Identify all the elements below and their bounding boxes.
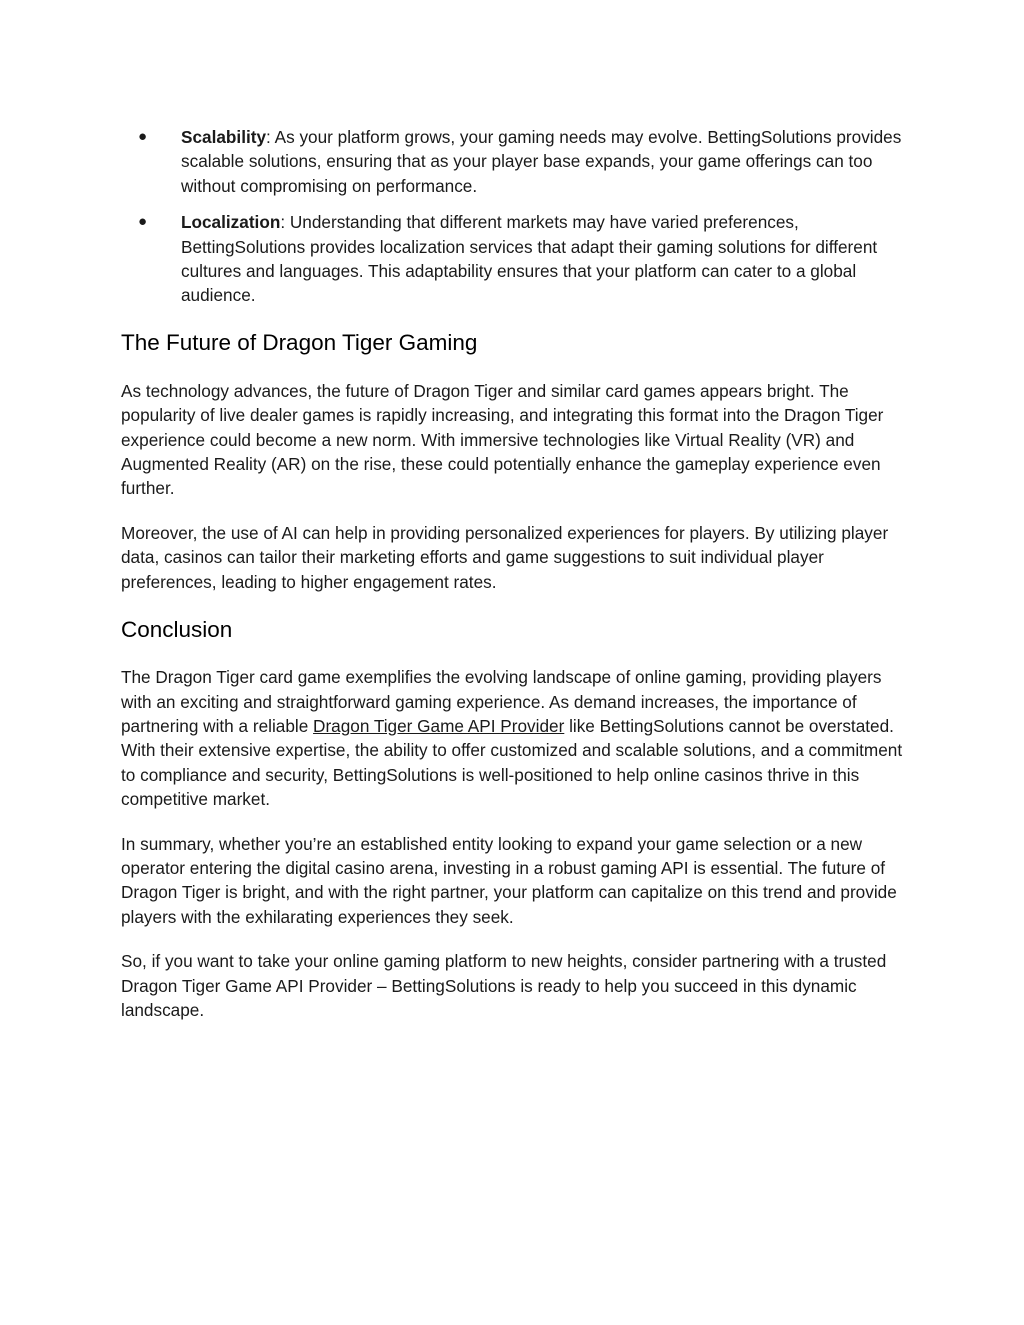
- section-heading-future: The Future of Dragon Tiger Gaming: [121, 329, 478, 355]
- bullet-term: Localization: [181, 212, 281, 233]
- paragraph-future-1: As technology advances, the future of Dragon Tiger and similar card games appears bright. The popularity of live dealer games is rapidly increasing, and integrating this format into the Dragon Tiger experience could become a new norm. With immersive technologies like Virtual Reality (VR) and Augmented Reality (AR) on the rise, these could potentially enhance the gameplay experience even further.: [121, 380, 884, 499]
- bullet-text: : As your platform grows, your gaming needs may evolve. BettingSolutions provides scalable solutions, ensuring that as your player base expands, your game offerings can too without compromising on performance.: [181, 127, 902, 196]
- bullet-text: : Understanding that different markets may have varied preferences, BettingSolutions provides localization services that adapt their gaming solutions for different cultures and languages. This adaptability ensures that your platform can cater to a global audience.: [181, 212, 878, 306]
- document-page: [121, 125, 906, 1042]
- dragon-tiger-api-provider-link[interactable]: Dragon Tiger Game API Provider: [313, 715, 565, 736]
- paragraph-conclusion-3: So, if you want to take your online gaming platform to new heights, consider partnering with a trusted Dragon Tiger Game API Provider – BettingSolutions is ready to help you succeed in this dynamic landscape.: [121, 951, 887, 1020]
- bullet-term: Scalability: [181, 127, 267, 147]
- paragraph-text: The Dragon Tiger card game exemplifies the evolving landscape of online gaming, providing players with an exciting and straightforward gaming experience. As demand increases, the importance of partnering with a reliable: [121, 667, 882, 736]
- bullet-item-scalability: [121, 125, 906, 198]
- paragraph-text: like BettingSolutions cannot be overstated. With their extensive expertise, the ability to offer customized and scalable solutions, and a commitment to compliance and security, BettingSolutions is well-positioned to help online casinos thrive in this competitive market.: [121, 715, 903, 810]
- feature-bullet-list: [121, 125, 906, 308]
- paragraph-conclusion-2: In summary, whether you’re an established entity looking to expand your game selection or a new operator entering the digital casino arena, investing in a robust gaming API is essential. The future of Dragon Tiger is bright, and with the right partner, your platform can capitalize on this trend and provide players with the exhilarating experiences they seek.: [121, 833, 897, 927]
- bullet-dot-icon: ●: [138, 128, 148, 145]
- paragraph-conclusion-1: [121, 665, 906, 811]
- paragraph-future-2: Moreover, the use of AI can help in providing personalized experiences for players. By utilizing player data, casinos can tailor their marketing efforts and game suggestions to suit individual player preferences, leading to higher engagement rates.: [121, 522, 889, 592]
- bullet-dot-icon: ●: [138, 213, 148, 231]
- bullet-item-localization: [121, 210, 906, 308]
- section-heading-conclusion: Conclusion: [121, 617, 233, 643]
